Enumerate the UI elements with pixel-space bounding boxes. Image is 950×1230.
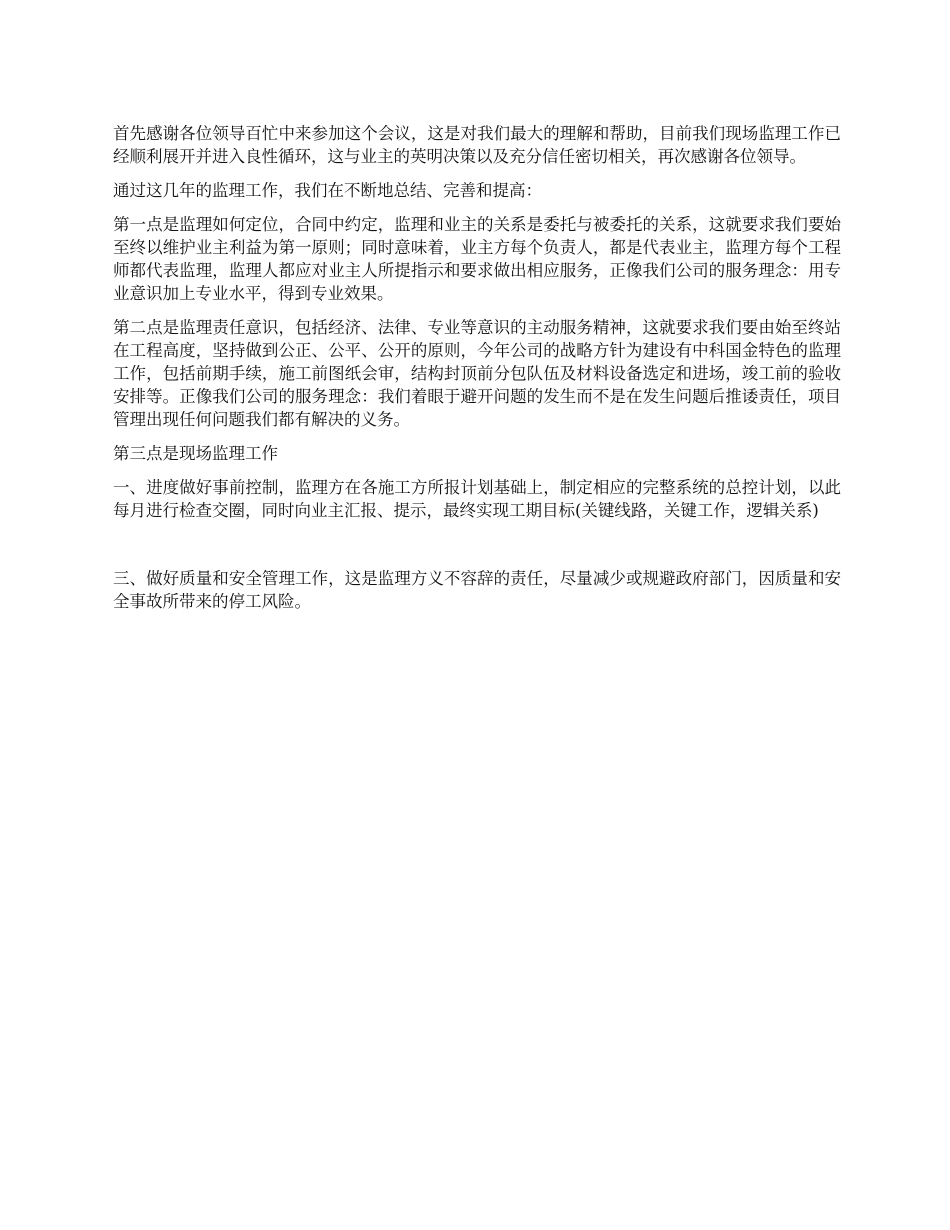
paragraph-quality-safety: 三、做好质量和安全管理工作，这是监理方义不容辞的责任，尽量减少或规避政府部门，因质量和安全事故所带来的停工风险。 xyxy=(113,569,841,611)
paragraph-point-three-heading: 第三点是现场监理工作 xyxy=(113,444,278,463)
blank-gap xyxy=(113,533,841,567)
paragraph-summary-intro: 通过这几年的监理工作，我们在不断地总结、完善和提高： xyxy=(113,181,542,200)
document-body xyxy=(113,122,841,624)
paragraph-point-one: 第一点是监理如何定位，合同中约定，监理和业主的关系是委托与被委托的关系，这就要求我们要始至终以维护业主利益为第一原则；同时意味着，业主方每个负责人，都是代表业主，监理方每个工程师都代表监理，监理人都应对业主人所提指示和要求做出相应服务，正像我们公司的服务理念：用专业意识加上专业水平，得到专业效果。 xyxy=(113,215,841,303)
paragraph-opening-thanks: 首先感谢各位领导百忙中来参加这个会议，这是对我们最大的理解和帮助，目前我们现场监理工作已经顺利展开并进入良性循环，这与业主的英明决策以及充分信任密切相关，再次感谢各位领导。 xyxy=(113,124,841,166)
paragraph-point-two: 第二点是监理责任意识，包括经济、法律、专业等意识的主动服务精神，这就要求我们要由始至终站在工程高度，坚持做到公正、公平、公开的原则，今年公司的战略方针为建设有中科国金特色的监理工作，包括前期手续，施工前图纸会审，结构封顶前分包队伍及材料设备选定和进场，竣工前的验收安排等。正像我们公司的服务理念：我们着眼于避开问题的发生而不是在发生问题后推诿责任，项目管理出现任何问题我们都有解决的义务。 xyxy=(113,318,841,429)
paragraph-schedule-control: 一、进度做好事前控制，监理方在各施工方所报计划基础上，制定相应的完整系统的总控计划，以此每月进行检查交圈，同时向业主汇报、提示，最终实现工期目标(关键线路，关键工作，逻辑关系) xyxy=(113,478,841,520)
